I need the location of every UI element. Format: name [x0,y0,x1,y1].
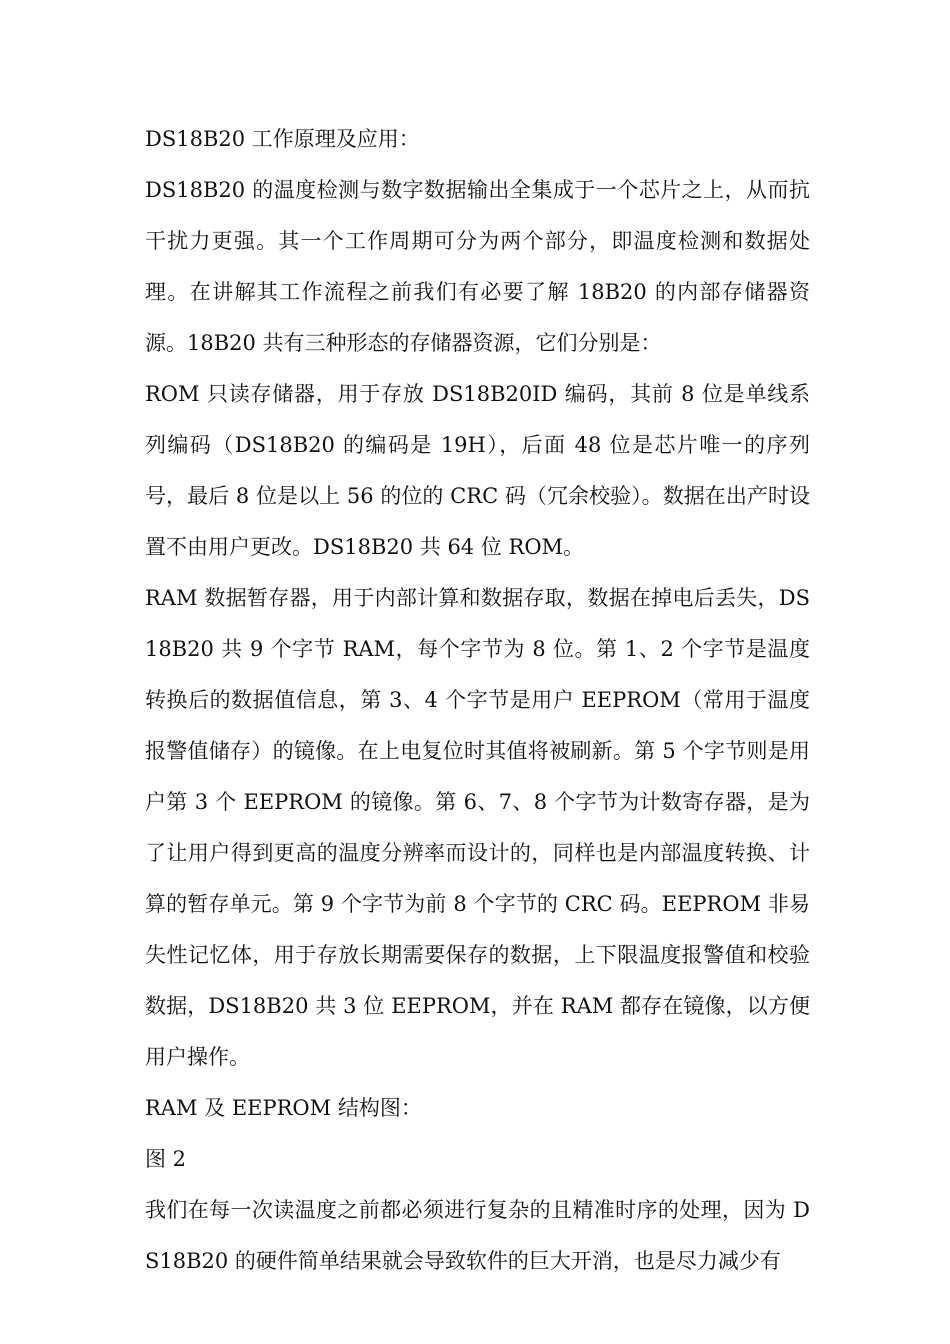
document-body [145,114,810,1287]
paragraph-timing: 我们在每一次读温度之前都必须进行复杂的且精准时序的处理，因为 DS18B20 的硬件简单结果就会导致软件的巨大开消，也是尽力减少有 [145,1198,810,1273]
figure-label: 图 2 [145,1147,187,1171]
document-heading: DS18B20 工作原理及应用： [145,127,420,151]
paragraph-structure-caption: RAM 及 EEPROM 结构图： [145,1096,422,1120]
paragraph-overview: DS18B20 的温度检测与数字数据输出全集成于一个芯片之上，从而抗干扰力更强。其一个工作周期可分为两个部分，即温度检测和数据处理。在讲解其工作流程之前我们有必要了解 18B20 的内部存储器资源。18B20 共有三种形态的存储器资源，它们分别是： [145,178,810,355]
paragraph-rom: ROM 只读存储器，用于存放 DS18B20ID 编码，其前 8 位是单线系列编码（DS18B20 的编码是 19H），后面 48 位是芯片唯一的序列号，最后 8 位是以上 56 的位的 CRC 码（冗余校验）。数据在出产时设置不由用户更改。DS18B20 共 64 位 ROM。 [145,382,810,559]
paragraph-ram-eeprom: RAM 数据暂存器，用于内部计算和数据存取，数据在掉电后丢失，DS18B20 共 9 个字节 RAM，每个字节为 8 位。第 1、2 个字节是温度转换后的数据值信息，第 3、4 个字节是用户 EEPROM（常用于温度报警值储存）的镜像。在上电复位时其值将被刷新。第 5 个字节则是用户第 3 个 EEPROM 的镜像。第 6、7、8 个字节为计数寄存器，是为了让用户得到更高的温度分辨率而设计的，同样也是内部温度转换、计算的暂存单元。第 9 个字节为前 8 个字节的 CRC 码。EEPROM 非易失性记忆体，用于存放长期需要保存的数据，上下限温度报警值和校验数据，DS18B20 共 3 位 EEPROM，并在 RAM 都存在镜像，以方便用户操作。 [145,586,810,1069]
